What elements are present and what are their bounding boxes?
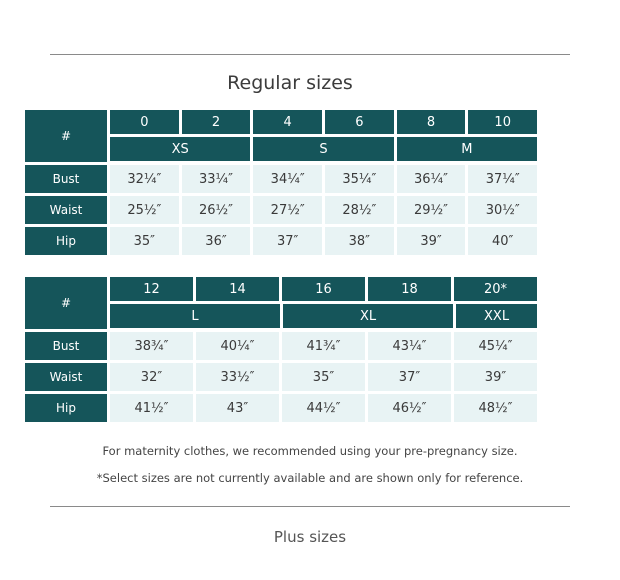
measurement-cell: 37″ xyxy=(253,227,322,255)
measurement-cell: 33¼″ xyxy=(182,165,251,193)
size-number: 2 xyxy=(182,110,251,134)
measurement-cell: 35¼″ xyxy=(325,165,394,193)
measurement-cell: 32″ xyxy=(110,363,193,391)
size-number-row xyxy=(110,277,537,301)
measurement-cell: 36″ xyxy=(182,227,251,255)
availability-note: *Select sizes are not currently available and are shown only for reference. xyxy=(96,471,524,485)
maternity-note: For maternity clothes, we recommended using your pre-pregnancy size. xyxy=(102,444,518,458)
measurement-cell: 30½″ xyxy=(468,196,537,224)
measurement-cell: 35″ xyxy=(110,227,179,255)
bottom-divider xyxy=(50,506,570,507)
size-number: 6 xyxy=(325,110,394,134)
top-divider xyxy=(50,54,570,55)
measurement-cell: 39″ xyxy=(397,227,466,255)
size-table-regular-2 xyxy=(25,277,537,425)
measurement-cell: 39″ xyxy=(454,363,537,391)
size-number: 20* xyxy=(454,277,537,301)
size-number: 8 xyxy=(397,110,466,134)
measurement-cell: 28½″ xyxy=(325,196,394,224)
measurement-cell: 41½″ xyxy=(110,394,193,422)
measurement-cell: 46½″ xyxy=(368,394,451,422)
size-letter: XS xyxy=(110,137,250,161)
measurement-cell: 32¼″ xyxy=(110,165,179,193)
table-row xyxy=(25,363,537,391)
table-row xyxy=(25,196,537,224)
measurement-cell: 43¼″ xyxy=(368,332,451,360)
size-number: 0 xyxy=(110,110,179,134)
size-number: 10 xyxy=(468,110,537,134)
size-letter: M xyxy=(397,137,537,161)
measurement-cell: 44½″ xyxy=(282,394,365,422)
measurement-cell: 41¾″ xyxy=(282,332,365,360)
table-row xyxy=(25,332,537,360)
size-number: 18 xyxy=(368,277,451,301)
measurement-cell: 35″ xyxy=(282,363,365,391)
size-letter: S xyxy=(253,137,393,161)
measurement-cell: 43″ xyxy=(196,394,279,422)
table-row xyxy=(25,394,537,422)
size-letter: L xyxy=(110,304,280,328)
measurement-cell: 37″ xyxy=(368,363,451,391)
size-letter: XXL xyxy=(456,304,537,328)
row-label: Waist xyxy=(25,363,107,391)
measurement-cell: 25½″ xyxy=(110,196,179,224)
measurement-cell: 40¼″ xyxy=(196,332,279,360)
row-label: Waist xyxy=(25,196,107,224)
size-letter-row xyxy=(110,304,537,328)
row-label: Bust xyxy=(25,332,107,360)
measurement-cell: 29½″ xyxy=(397,196,466,224)
table-row xyxy=(25,165,537,193)
size-number: 16 xyxy=(282,277,365,301)
section-heading-plus: Plus sizes xyxy=(273,528,347,546)
measurement-cell: 45¼″ xyxy=(454,332,537,360)
size-letter-row xyxy=(110,137,537,161)
measurement-cell: 34¼″ xyxy=(253,165,322,193)
row-label: Hip xyxy=(25,394,107,422)
measurement-cell: 33½″ xyxy=(196,363,279,391)
table-header xyxy=(25,110,537,162)
section-heading-regular: Regular sizes xyxy=(227,72,353,94)
hash-header: # xyxy=(25,277,107,329)
row-label: Bust xyxy=(25,165,107,193)
measurement-cell: 26½″ xyxy=(182,196,251,224)
measurement-cell: 38″ xyxy=(325,227,394,255)
measurement-cell: 48½″ xyxy=(454,394,537,422)
measurement-cell: 37¼″ xyxy=(468,165,537,193)
hash-header: # xyxy=(25,110,107,162)
table-row xyxy=(25,227,537,255)
size-number-row xyxy=(110,110,537,134)
size-table-regular-1 xyxy=(25,110,537,258)
size-letter: XL xyxy=(283,304,453,328)
table-header xyxy=(25,277,537,329)
size-number: 14 xyxy=(196,277,279,301)
size-number: 12 xyxy=(110,277,193,301)
measurement-cell: 38¾″ xyxy=(110,332,193,360)
measurement-cell: 36¼″ xyxy=(397,165,466,193)
row-label: Hip xyxy=(25,227,107,255)
measurement-cell: 40″ xyxy=(468,227,537,255)
measurement-cell: 27½″ xyxy=(253,196,322,224)
size-number: 4 xyxy=(253,110,322,134)
